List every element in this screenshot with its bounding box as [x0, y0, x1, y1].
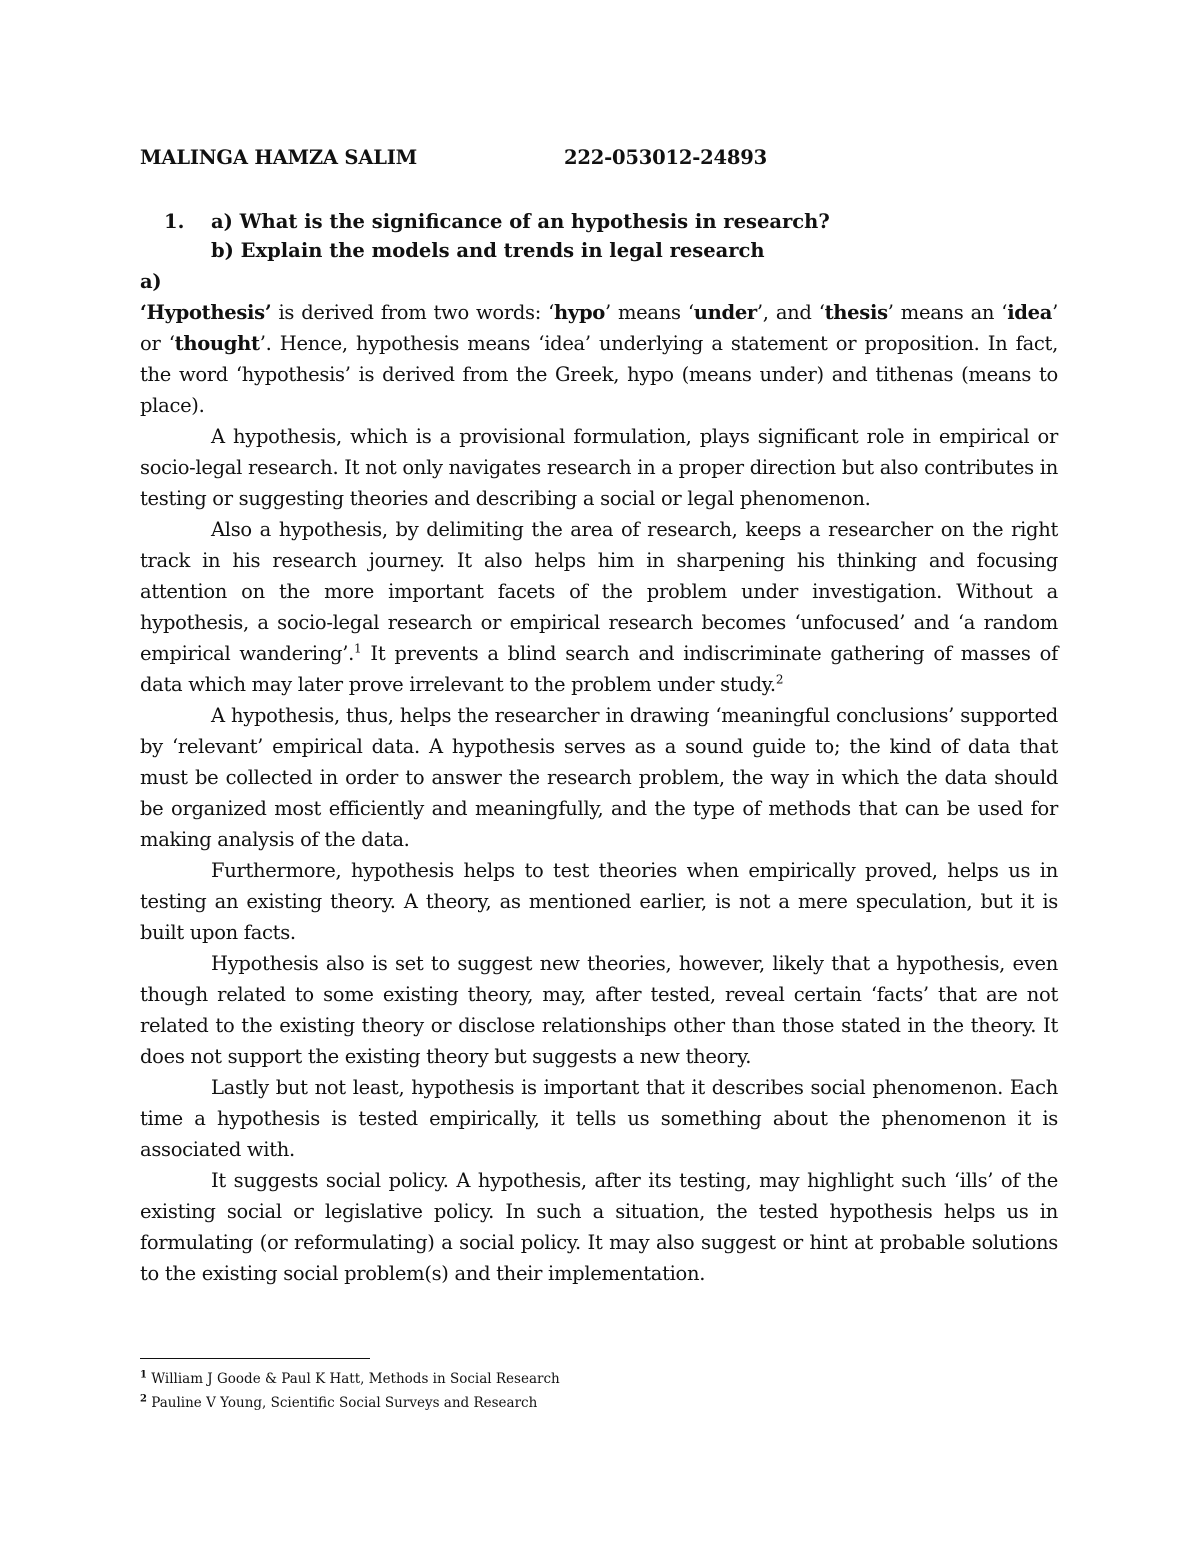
section-label: a) — [140, 270, 162, 293]
paragraph-3: A hypothesis, thus, helps the researcher in drawing ‘meaningful conclusions’ supported by ‘relevant’ empirical data. A hypothesis serves as a sound guide to; the kind of data that must be collected in order to answer the research problem, the way in which the data should be organized most efficiently and meaningfully, and the type of methods that can be used for making analysis of the data. — [140, 704, 1058, 851]
term-thesis: thesis — [824, 301, 888, 324]
intro-text-6: ’. Hence, hypothesis means ‘idea’ underlying a statement or proposition. In fact, the word ‘hypothesis’ is derived from the Greek, hypo (means under) and tithenas (means to place). — [140, 332, 1058, 417]
paragraph-2-text-a: Also a hypothesis, by delimiting the area of research, keeps a researcher on the right track in his research journey. It also helps him in sharpening his thinking and focusing attention on the more important facets of the problem under investigation. Without a hypothesis, a socio-legal research or empirical research becomes ‘unfocused’ and ‘a random empirical wandering’. — [140, 518, 1058, 665]
header — [140, 146, 767, 169]
paragraph-2 — [140, 514, 1058, 700]
paragraph-7: It suggests social policy. A hypothesis, after its testing, may highlight such ‘ills’ of the existing social or legislative policy. In such a situation, the tested hypothesis helps us in formulating (or reformulating) a social policy. It may also suggest or hint at probable solutions to the existing social problem(s) and their implementation. — [140, 1169, 1058, 1285]
intro-paragraph — [140, 297, 1058, 421]
intro-text-5: ’ or ‘ — [140, 301, 1058, 355]
term-hypothesis: ‘Hypothesis’ — [140, 301, 272, 324]
paragraph-2-text-b: It prevents a blind search and indiscriminate gathering of masses of data which may later prove irrelevant to the problem under study. — [140, 642, 1058, 696]
question-part-b — [164, 236, 830, 265]
intro-text-3: ’, and ‘ — [756, 301, 825, 324]
footnotes — [140, 1367, 560, 1415]
footnote-mark-1: 1 — [140, 1369, 147, 1381]
question-a-text: a) What is the significance of an hypothesis in research? — [211, 210, 830, 233]
paragraph-6: Lastly but not least, hypothesis is important that it describes social phenomenon. Each time a hypothesis is tested empirically, it tells us something about the phenomenon it is associated with. — [140, 1076, 1058, 1161]
footnote-1 — [140, 1367, 560, 1391]
author-name: MALINGA HAMZA SALIM — [140, 146, 418, 169]
footnote-ref-2[interactable]: 2 — [775, 672, 784, 687]
paragraph-4: Furthermore, hypothesis helps to test theories when empirically proved, helps us in testing an existing theory. A theory, as mentioned earlier, is not a mere speculation, but it is built upon facts. — [140, 859, 1058, 944]
term-hypo: hypo — [554, 301, 605, 324]
paragraph-5: Hypothesis also is set to suggest new theories, however, likely that a hypothesis, even though related to some existing theory, may, after tested, reveal certain ‘facts’ that are not related to the existing theory or disclose relationships other than those stated in the theory. It does not support the existing theory but suggests a new theory. — [140, 952, 1058, 1068]
intro-text-1: is derived from two words: ‘ — [271, 301, 555, 324]
footnote-mark-2: 2 — [140, 1393, 147, 1405]
paragraph-1: A hypothesis, which is a provisional formulation, plays significant role in empirical or socio-legal research. It not only navigates research in a proper direction but also contributes in testing or suggesting theories and describing a social or legal phenomenon. — [140, 425, 1058, 510]
term-idea: idea — [1007, 301, 1053, 324]
intro-text-4: ’ means an ‘ — [887, 301, 1008, 324]
footnote-ref-1[interactable]: 1 — [354, 641, 362, 656]
question-number: 1. — [164, 210, 185, 233]
term-under: under — [693, 301, 757, 324]
term-thought: thought — [174, 332, 260, 355]
question-part-a — [164, 207, 830, 236]
answer-body — [140, 266, 1058, 1289]
question-list — [164, 207, 830, 265]
footnote-divider — [140, 1358, 370, 1359]
intro-text-2: ’ means ‘ — [604, 301, 694, 324]
footnote-2 — [140, 1391, 560, 1415]
student-id: 222-053012-24893 — [564, 146, 767, 169]
question-b-text: b) Explain the models and trends in legal research — [211, 239, 765, 262]
footnote-1-text: William J Goode & Paul K Hatt, Methods in Social Research — [146, 1371, 560, 1387]
footnote-2-text: Pauline V Young, Scientific Social Surveys and Research — [146, 1395, 538, 1411]
